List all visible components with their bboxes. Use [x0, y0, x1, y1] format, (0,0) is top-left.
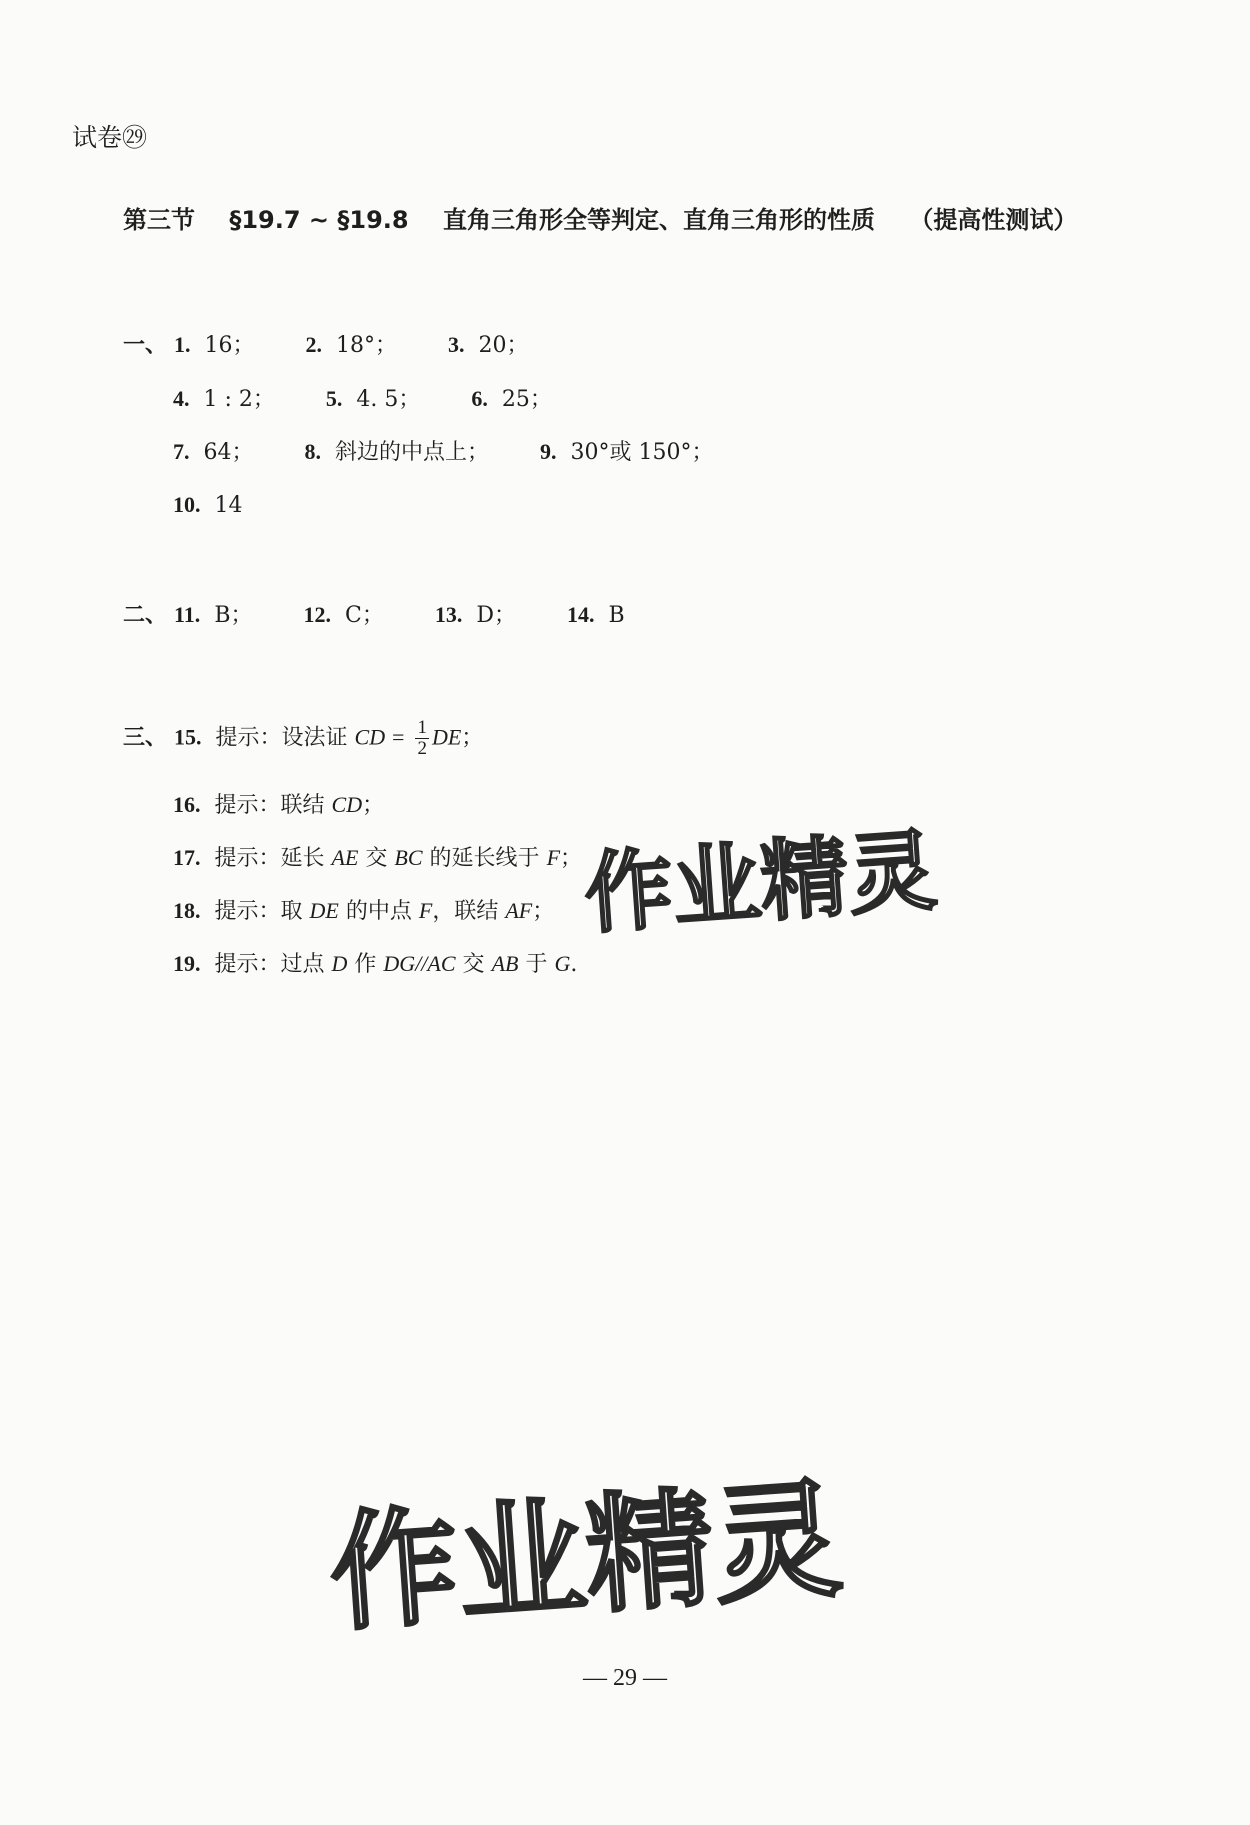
answer-item: 14. B — [566, 602, 625, 628]
part3-q16: 16. 提示：联结 CD； — [173, 792, 385, 818]
watermark-text-small: 作业精灵 — [581, 818, 940, 947]
section-title — [123, 200, 1103, 235]
part1-row-4 — [173, 490, 287, 521]
part1-row-2 — [173, 384, 596, 415]
section-level: （提高性测试） — [909, 206, 1078, 234]
part3-q19: 19. 提示：过点 D 作 DG//AC 交 AB 于 G. — [173, 951, 578, 977]
answer-item: 4. 1 : 2； — [173, 386, 275, 412]
part3-prefix: 三、 — [123, 725, 168, 751]
part3-q17: 17. 提示：延长 AE 交 BC 的延长线于 F； — [173, 845, 583, 871]
part3-q15: 三、 15. 提示：设法证 CD = $\frac{1}{2}$ DE； — [123, 717, 484, 759]
answer-item: 5. 4. 5； — [325, 386, 421, 412]
part1-prefix: 一、 — [123, 333, 168, 358]
answer-item: 12. C； — [303, 602, 384, 628]
section-part: 第三节 — [123, 206, 195, 234]
answer-item: 13. D； — [434, 602, 516, 628]
answer-item: 2. 18°； — [305, 332, 398, 358]
answer-item: 11. B； — [174, 602, 253, 628]
part3-q18: 18. 提示：取 DE 的中点 F，联结 AF； — [173, 898, 555, 924]
section-topic: 直角三角形全等判定、直角三角形的性质 — [442, 206, 875, 234]
section-range: §19.7 ~ §19.8 — [229, 206, 409, 234]
paper-label: 试卷㉙ — [72, 123, 148, 152]
page-number: — 29 — — [583, 1665, 667, 1691]
answer-item: 8. 斜边的中点上； — [304, 439, 490, 465]
part2-row — [123, 600, 669, 631]
fraction: $\frac{1}{2}$ — [417, 717, 427, 759]
answer-item: 6. 25； — [471, 386, 552, 412]
answer-item: 10. 14 — [173, 492, 243, 518]
answer-item: 9. 30°或 150°； — [540, 439, 714, 465]
part1-row-3 — [173, 437, 758, 468]
part1-row-1 — [123, 330, 573, 361]
answer-item: 7. 64； — [173, 439, 254, 465]
answer-item: 1. 16； — [174, 332, 255, 358]
watermark-text-large: 作业精灵 — [325, 1465, 847, 1650]
answer-item: 3. 20； — [448, 332, 529, 358]
part2-prefix: 二、 — [123, 603, 168, 628]
